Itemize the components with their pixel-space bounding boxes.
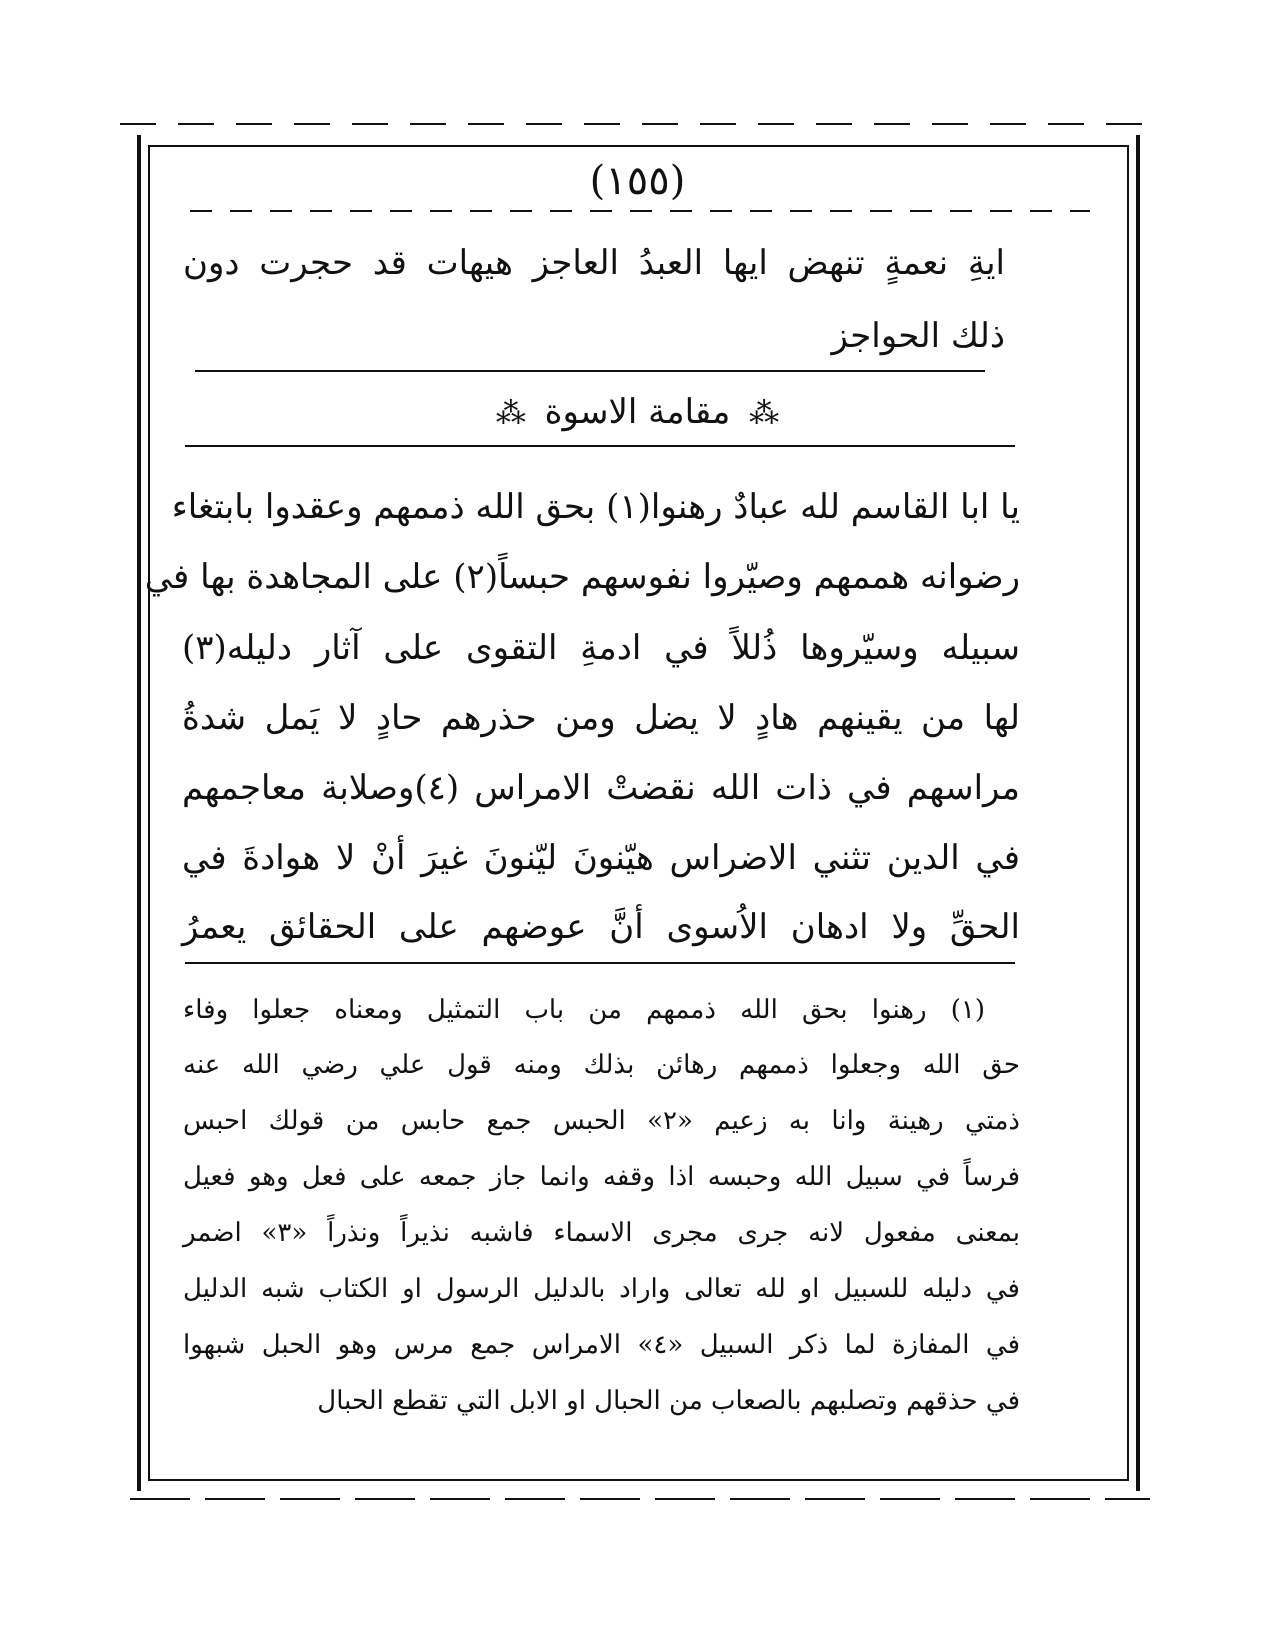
section-title xyxy=(0,392,1275,432)
footnote-line-7: في المفازة لما ذكر السبيل «٤» الامراس جمع مرس وهو الحبل شبهوا xyxy=(183,1330,1020,1360)
footnote-line-5: بمعنى مفعول لانه جرى مجرى الاسماء فاشبه نذيراً ونذراً «٣» اضمر xyxy=(183,1218,1020,1248)
footnote-line-4: فرساً في سبيل الله وحبسه اذا وقفه وانما جاز جمعه على فعل وهو فعيل xyxy=(183,1162,1020,1192)
footnote-line-3: ذمتي رهينة وانا به زعيم «٢» الحبس جمع حابس من قولك احبس xyxy=(183,1106,1020,1136)
footnote-line-6: في دليله للسبيل او لله تعالى واراد بالدليل الرسول او الكتاب شبه الدليل xyxy=(183,1274,1020,1304)
footnote-line-8: في حذقهم وتصلبهم بالصعاب من الحبال او الابل التي تقطع الحبال xyxy=(317,1386,1020,1416)
intro-bottom-rule xyxy=(195,370,985,372)
body-line-3: سبيله وسيّروها ذُللاً في ادمةِ التقوى على آثار دليله(٣) xyxy=(182,628,1020,668)
top-dashed-rule xyxy=(120,123,1160,125)
section-title-text: مقامة الاسوة xyxy=(544,392,731,432)
body-line-7: الحقِّ ولا ادهان الاُسوى أنَّ عوضهم على الحقائق يعمرُ xyxy=(182,907,1020,947)
header-dashed-rule xyxy=(190,210,1090,212)
body-line-2: رضوانه هممهم وصيّروا نفوسهم حبساً(٢) على المجاهدة بها في xyxy=(144,557,1020,597)
intro-line-2: ذلك الحواجز xyxy=(831,316,1005,356)
bottom-dashed-rule xyxy=(130,1498,1150,1500)
body-line-1: يا ابا القاسم لله عبادٌ رهنوا(١) بحق الله ذممهم وعقدوا بابتغاء xyxy=(171,487,1020,527)
page-number: (١٥٥) xyxy=(589,158,686,204)
ornament-icon: ⁂ xyxy=(749,396,780,431)
footnote-line-2: حق الله وجعلوا ذممهم رهائن بذلك ومنه قول علي رضي الله عنه xyxy=(183,1050,1020,1080)
body-line-4: لها من يقينهم هادٍ لا يضل ومن حذرهم حادٍ لا يَمل شدةُ xyxy=(182,698,1020,738)
body-bottom-rule xyxy=(185,962,1015,964)
intro-line-1: ايةِ نعمةٍ تنهض ايها العبدُ العاجز هيهات قد حجرت دون xyxy=(183,243,1005,283)
footnote-line-1: (١) رهنوا بحق الله ذممهم من باب التمثيل ومعناه جعلوا وفاء xyxy=(183,995,985,1025)
body-line-6: في الدين تثني الاضراس هيّنونَ ليّنونَ غيرَ أنْ لا هوادةَ في xyxy=(182,838,1020,878)
title-bottom-rule xyxy=(185,445,1015,447)
ornament-icon: ⁂ xyxy=(495,396,526,431)
body-line-5: مراسهم في ذات الله نقضتْ الامراس (٤)وصلابة معاجمهم xyxy=(182,768,1020,808)
